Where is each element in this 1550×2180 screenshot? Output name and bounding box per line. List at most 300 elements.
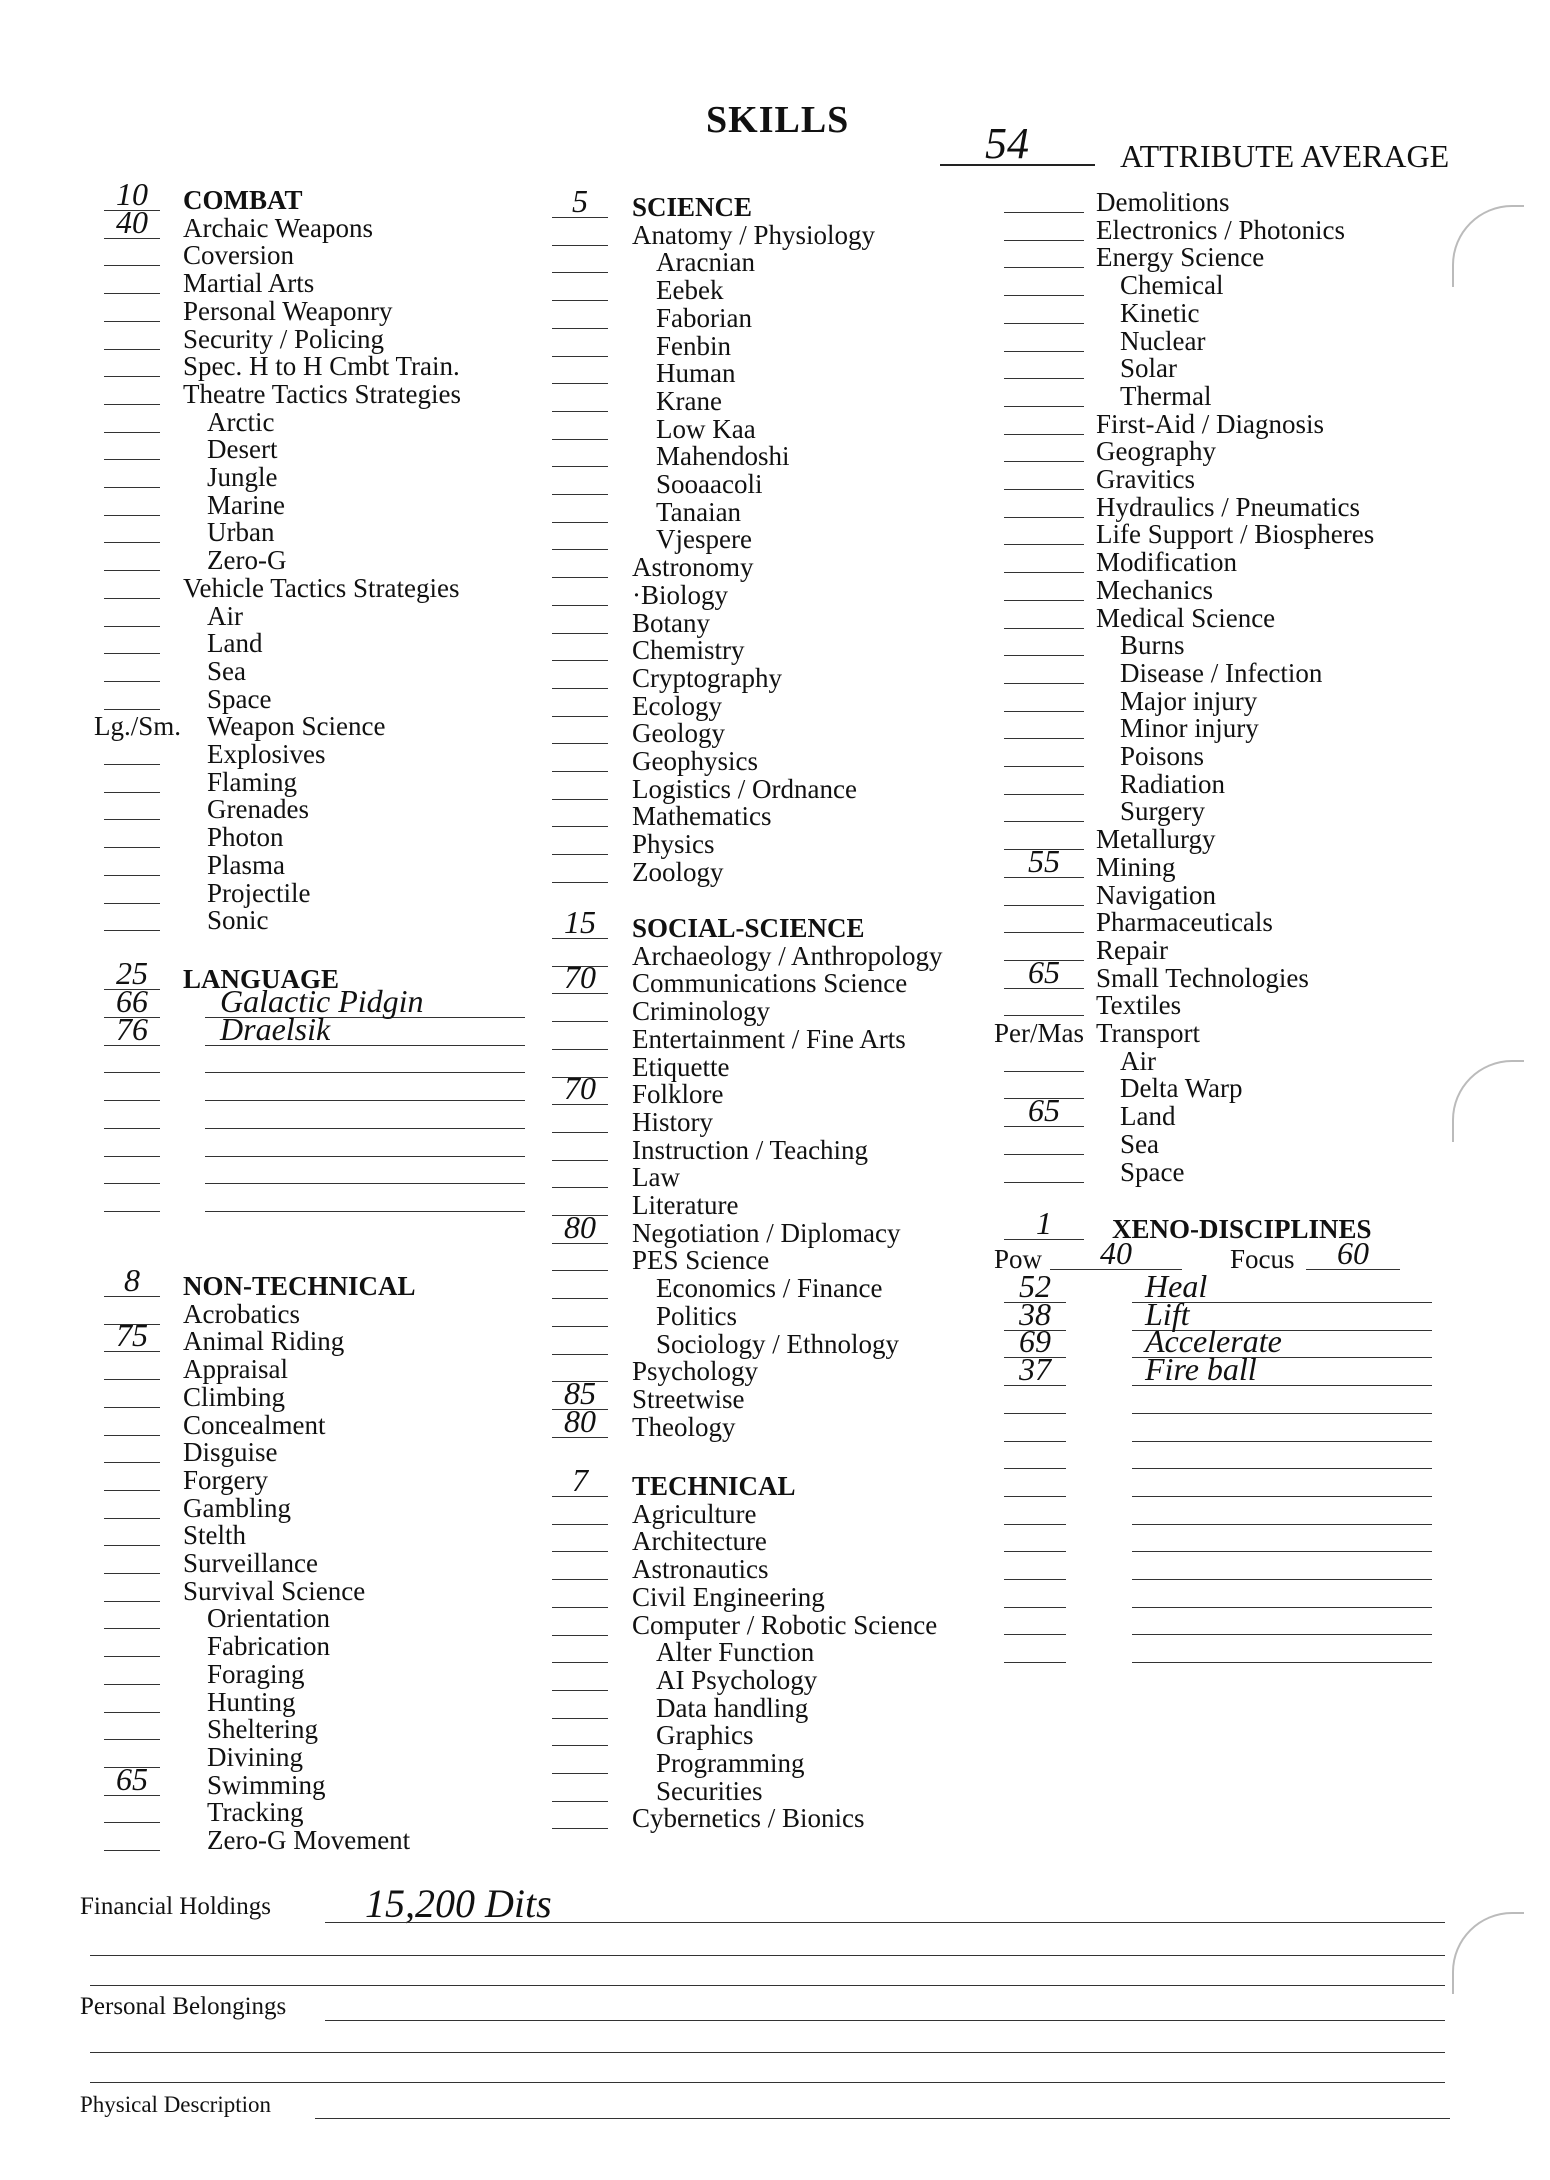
skill-value-blank[interactable]: [104, 487, 160, 488]
skill-value-blank[interactable]: [552, 1579, 608, 1580]
skill-label: XENO-DISCIPLINES: [1112, 1214, 1372, 1244]
xeno-name-line[interactable]: [1132, 1496, 1432, 1497]
skill-value-blank[interactable]: [1004, 600, 1084, 601]
skill-value-blank[interactable]: [104, 404, 160, 405]
skill-label: Entertainment / Fine Arts: [632, 1023, 906, 1054]
skill-value: 10: [116, 176, 148, 212]
skill-value-blank[interactable]: [552, 826, 608, 827]
skill-label: Nuclear: [1120, 325, 1206, 356]
skill-label: Chemistry: [632, 635, 745, 666]
skill-value-blank[interactable]: [1004, 240, 1084, 241]
skill-value-blank[interactable]: [552, 1326, 608, 1327]
xeno-name-line[interactable]: [1132, 1524, 1432, 1525]
skill-value-blank[interactable]: [104, 709, 160, 710]
skill-label: Law: [632, 1162, 680, 1193]
skill-label: Air: [1120, 1045, 1156, 1076]
skill-value-blank[interactable]: [552, 605, 608, 606]
skill-label: Economics / Finance: [656, 1273, 883, 1304]
skill-label: Zero-G Movement: [207, 1825, 411, 1855]
skill-label: Fabrication: [207, 1631, 330, 1662]
xeno-value-blank[interactable]: [1004, 1579, 1066, 1580]
skill-value-blank[interactable]: [1004, 628, 1084, 629]
skill-value-blank[interactable]: [1004, 212, 1084, 213]
skill-label: Plasma: [207, 849, 285, 880]
xeno-name-line[interactable]: [1132, 1468, 1432, 1469]
skill-value-blank[interactable]: [552, 328, 608, 329]
skill-value-blank[interactable]: [1004, 683, 1084, 684]
focus-value: 60: [1337, 1235, 1369, 1271]
pow-label: Pow: [994, 1244, 1043, 1274]
binder-hole-mark: [1452, 1060, 1524, 1142]
xeno-name-line[interactable]: [1132, 1441, 1432, 1442]
skill-label: SCIENCE: [632, 192, 753, 222]
skill-value-blank[interactable]: [1004, 932, 1084, 933]
skill-value-blank[interactable]: [1004, 821, 1084, 822]
skill-label: Physics: [632, 829, 715, 860]
skill-value-blank[interactable]: [1004, 1182, 1084, 1183]
xeno-name: Accelerate: [1145, 1323, 1282, 1360]
skill-value-blank[interactable]: [552, 356, 608, 357]
skill-value-blank[interactable]: [552, 1662, 608, 1663]
skill-value-blank[interactable]: [104, 265, 160, 266]
xeno-name-line[interactable]: [1132, 1662, 1432, 1663]
skill-label: Civil Engineering: [632, 1581, 825, 1612]
skill-label: Literature: [632, 1190, 739, 1220]
skill-label: Gravitics: [1096, 464, 1195, 494]
skill-label: NON-TECHNICAL: [183, 1271, 416, 1301]
skill-value-blank[interactable]: [552, 1160, 608, 1161]
skill-label: Acrobatics: [183, 1298, 300, 1329]
skill-value-blank[interactable]: [104, 321, 160, 322]
skill-label: Faborian: [656, 302, 752, 333]
financial-holdings-line[interactable]: [325, 1922, 1445, 1923]
skill-value-blank[interactable]: [104, 1739, 160, 1740]
skill-value-blank[interactable]: [104, 626, 160, 627]
skill-value-blank[interactable]: [1004, 323, 1084, 324]
skill-value-blank[interactable]: [104, 764, 160, 765]
skill-value-blank[interactable]: [552, 1718, 608, 1719]
skill-value-blank[interactable]: [1004, 461, 1084, 462]
skill-value-blank[interactable]: [104, 1601, 160, 1602]
skill-value-blank[interactable]: [552, 1132, 608, 1133]
xeno-value-blank[interactable]: [1004, 1607, 1066, 1608]
skill-label: Mining: [1096, 851, 1176, 882]
skill-label: Weapon Science: [207, 711, 386, 742]
skill-value-blank[interactable]: [104, 847, 160, 848]
skill-label: Botany: [632, 607, 710, 638]
skill-value-blank[interactable]: [552, 743, 608, 744]
attribute-average-value: 54: [985, 119, 1029, 168]
xeno-name-line[interactable]: [1132, 1607, 1432, 1608]
skill-label: Zoology: [632, 856, 724, 887]
skill-value: 5: [572, 183, 588, 219]
skill-value-blank[interactable]: [1004, 655, 1084, 656]
skill-value-blank[interactable]: [552, 1828, 608, 1829]
skill-label: Photon: [207, 822, 284, 853]
skill-value-blank[interactable]: [552, 439, 608, 440]
skill-value-blank[interactable]: [1004, 295, 1084, 296]
skill-value: 65: [1028, 1092, 1060, 1129]
skill-label: Small Technologies: [1096, 962, 1309, 993]
skill-label: Energy Science: [1096, 242, 1265, 273]
skill-value-blank[interactable]: [552, 716, 608, 717]
skill-label: Repair: [1096, 934, 1168, 965]
skill-value-blank[interactable]: [104, 1407, 160, 1408]
skill-label: Personal Weaponry: [183, 295, 393, 326]
skill-label: Ecology: [632, 690, 722, 721]
skill-label: Sea: [207, 655, 246, 686]
skill-value-blank[interactable]: [552, 300, 608, 301]
skill-label: Security / Policing: [183, 323, 384, 354]
skill-value: 65: [116, 1760, 148, 1797]
skill-value: 7: [572, 1462, 588, 1498]
skill-value: 65: [1028, 953, 1060, 990]
skill-value: 70: [564, 1070, 596, 1107]
skill-value-blank[interactable]: [104, 542, 160, 543]
skill-label: Low Kaa: [656, 413, 756, 444]
skill-value: 25: [116, 955, 148, 991]
skill-value-blank[interactable]: [552, 854, 608, 855]
binder-hole-mark: [1452, 1912, 1524, 1994]
skill-label: Programming: [656, 1748, 805, 1778]
skill-value-blank[interactable]: [552, 1298, 608, 1299]
skill-label: Climbing: [183, 1381, 286, 1412]
language-value-blank[interactable]: [104, 1183, 160, 1184]
skill-value-blank[interactable]: [552, 771, 608, 772]
skill-label: Theatre Tactics Strategies: [183, 378, 461, 409]
xeno-value: 38: [1019, 1295, 1051, 1332]
skill-label: Geophysics: [632, 746, 758, 776]
language-value: 76: [116, 1010, 148, 1047]
skill-value-blank[interactable]: [104, 653, 160, 654]
skill-label: Eebek: [656, 275, 724, 306]
skill-label: Swimming: [207, 1769, 326, 1800]
skill-value-blank[interactable]: [552, 1524, 608, 1525]
skill-label: Major injury: [1120, 685, 1258, 716]
language-value-blank[interactable]: [104, 1072, 160, 1073]
language-value: 66: [116, 983, 148, 1019]
skill-label: Zero-G: [207, 545, 287, 576]
personal-belongings-line[interactable]: [325, 2020, 1445, 2021]
xeno-value: 52: [1019, 1268, 1051, 1304]
skill-label: Psychology: [632, 1356, 759, 1387]
skill-value-blank[interactable]: [552, 494, 608, 495]
skill-label: Martial Arts: [183, 268, 315, 299]
skill-value-blank[interactable]: [552, 1635, 608, 1636]
skill-value-blank[interactable]: [552, 466, 608, 467]
skill-value-blank[interactable]: [104, 875, 160, 876]
xeno-name: Fire ball: [1145, 1351, 1257, 1388]
skill-label: Explosives: [207, 739, 326, 769]
skill-value-blank[interactable]: [552, 1187, 608, 1188]
skill-value-blank[interactable]: [552, 799, 608, 800]
skill-label: Spec. H to H Cmbt Train.: [183, 351, 460, 382]
language-value-blank[interactable]: [104, 1211, 160, 1212]
skill-label: Radiation: [1120, 768, 1225, 799]
skill-label: Concealment: [183, 1409, 326, 1440]
skill-value: 80: [564, 1402, 596, 1439]
skill-value-blank[interactable]: [104, 819, 160, 820]
xeno-name-line[interactable]: [1132, 1579, 1432, 1580]
skill-label: Thermal: [1120, 380, 1212, 411]
skill-label: AI Psychology: [656, 1664, 818, 1695]
skill-label: Disease / Infection: [1120, 657, 1323, 688]
language-value-blank[interactable]: [104, 1100, 160, 1101]
skill-label: Sociology / Ethnology: [656, 1328, 899, 1359]
language-name-line[interactable]: [205, 1156, 525, 1157]
skill-value-blank[interactable]: [552, 1801, 608, 1802]
skill-label: Tracking: [207, 1797, 304, 1828]
financial-holdings-line-2[interactable]: [90, 1955, 1445, 1956]
language-name-line[interactable]: [205, 1183, 525, 1184]
skill-label: Animal Riding: [183, 1326, 345, 1357]
skill-value-blank[interactable]: [104, 1573, 160, 1574]
skill-value-blank[interactable]: [104, 681, 160, 682]
skill-label: Sheltering: [207, 1714, 318, 1745]
skill-value-blank[interactable]: [552, 1354, 608, 1355]
xeno-name-line[interactable]: [1132, 1551, 1432, 1552]
skill-value-blank[interactable]: [552, 411, 608, 412]
skill-label: Sonic: [207, 905, 269, 936]
financial-holdings-value: 15,200 Dits: [365, 1881, 552, 1926]
language-value-blank[interactable]: [104, 1156, 160, 1157]
skill-label: Graphics: [656, 1720, 754, 1751]
skill-label: Human: [656, 358, 736, 389]
skill-label: LANGUAGE: [183, 964, 340, 994]
skill-label: Aracnian: [656, 247, 755, 278]
skill-value-blank[interactable]: [1004, 738, 1084, 739]
skill-value-blank[interactable]: [104, 1712, 160, 1713]
skill-value-blank[interactable]: [1004, 766, 1084, 767]
skill-label: Textiles: [1096, 990, 1182, 1021]
skill-label: Land: [207, 628, 263, 659]
skill-label: PES Science: [632, 1245, 770, 1276]
skill-value-blank[interactable]: [1004, 434, 1084, 435]
skill-label: Communications Science: [632, 968, 908, 999]
skill-label: Vehicle Tactics Strategies: [183, 572, 460, 603]
skill-label: Agriculture: [632, 1498, 757, 1529]
language-name-line[interactable]: [205, 1072, 525, 1073]
skill-label: Survival Science: [183, 1575, 366, 1606]
skill-value: 15: [564, 904, 596, 940]
skill-value-blank[interactable]: [104, 1822, 160, 1823]
skill-label: Medical Science: [1096, 602, 1276, 633]
skill-label: Appraisal: [183, 1354, 288, 1385]
skill-label: Cybernetics / Bionics: [632, 1803, 865, 1834]
personal-belongings-line-2[interactable]: [90, 2052, 1445, 2053]
skill-value-blank[interactable]: [104, 930, 160, 931]
skill-value-blank[interactable]: [552, 383, 608, 384]
skill-value-blank[interactable]: [104, 903, 160, 904]
skill-value-blank[interactable]: [552, 1690, 608, 1691]
language-name: Galactic Pidgin: [220, 983, 424, 1019]
xeno-value-blank[interactable]: [1004, 1551, 1066, 1552]
skill-value-blank[interactable]: [1004, 378, 1084, 379]
skill-value-blank[interactable]: [552, 522, 608, 523]
skill-label: Poisons: [1120, 741, 1205, 771]
skill-value-blank[interactable]: [1004, 406, 1084, 407]
personal-belongings-line-3[interactable]: [90, 2082, 1445, 2083]
skill-value-blank[interactable]: [1004, 905, 1084, 906]
skill-value-blank[interactable]: [552, 1745, 608, 1746]
xeno-value-blank[interactable]: [1004, 1634, 1066, 1635]
skill-value-blank[interactable]: [552, 549, 608, 550]
skill-label: Stelth: [183, 1520, 247, 1551]
skill-value-blank[interactable]: [552, 633, 608, 634]
skill-value-blank[interactable]: [552, 245, 608, 246]
skill-label: Space: [207, 683, 272, 714]
skill-label: Metallurgy: [1096, 824, 1216, 855]
skill-value: 55: [1028, 842, 1060, 879]
skill-label: ·Biology: [632, 579, 729, 610]
financial-holdings-line-3[interactable]: [90, 1985, 1445, 1986]
skill-label: Urban: [207, 517, 275, 548]
skill-value-blank[interactable]: [552, 1021, 608, 1022]
skill-label: First-Aid / Diagnosis: [1096, 408, 1325, 439]
skill-value: 8: [124, 1262, 140, 1298]
language-name-line[interactable]: [205, 1100, 525, 1101]
skill-value-blank[interactable]: [104, 792, 160, 793]
binder-hole-mark: [1452, 205, 1524, 287]
skill-value-blank[interactable]: [104, 293, 160, 294]
skill-label: Marine: [207, 489, 285, 520]
skill-label: Flaming: [207, 766, 298, 797]
skill-label: Arctic: [207, 406, 275, 437]
skill-label: Pharmaceuticals: [1096, 907, 1273, 938]
skill-value-blank[interactable]: [104, 1850, 160, 1851]
xeno-value-blank[interactable]: [1004, 1662, 1066, 1663]
skill-label: Surgery: [1120, 796, 1205, 827]
skill-value-blank[interactable]: [104, 1628, 160, 1629]
skill-value-blank[interactable]: [104, 1462, 160, 1463]
skill-value-blank[interactable]: [552, 272, 608, 273]
skill-value-blank[interactable]: [104, 1656, 160, 1657]
skill-label: Negotiation / Diplomacy: [632, 1217, 901, 1248]
physical-description-line[interactable]: [315, 2118, 1450, 2119]
skill-value-blank[interactable]: [104, 432, 160, 433]
xeno-value-blank[interactable]: [1004, 1413, 1066, 1414]
pow-value: 40: [1100, 1235, 1132, 1271]
skill-value: 75: [116, 1317, 148, 1354]
skill-label: Transport: [1096, 1018, 1201, 1048]
skill-value-blank[interactable]: [104, 598, 160, 599]
skill-value-blank[interactable]: [552, 1551, 608, 1552]
skill-label: Fenbin: [656, 330, 732, 361]
language-value-blank[interactable]: [104, 1128, 160, 1129]
skill-value-blank[interactable]: [104, 1490, 160, 1491]
skill-label: Navigation: [1096, 879, 1216, 910]
skill-value-blank[interactable]: [104, 1545, 160, 1546]
skill-label: COMBAT: [183, 185, 303, 215]
skill-label: Jungle: [207, 462, 278, 492]
skill-value-blank[interactable]: [552, 688, 608, 689]
xeno-value-blank[interactable]: [1004, 1441, 1066, 1442]
xeno-value: 37: [1019, 1351, 1051, 1388]
skill-value-blank[interactable]: [104, 1518, 160, 1519]
skill-value-blank[interactable]: [1004, 794, 1084, 795]
skill-label: Solar: [1120, 353, 1177, 384]
skill-value-blank[interactable]: [1004, 1154, 1084, 1155]
skill-value-blank[interactable]: [1004, 1015, 1084, 1016]
skill-value-blank[interactable]: [104, 459, 160, 460]
skill-label: Minor injury: [1120, 713, 1259, 744]
skill-value: 70: [564, 959, 596, 996]
skill-label: Demolitions: [1096, 187, 1230, 217]
skill-value-blank[interactable]: [552, 1607, 608, 1608]
skill-label: Surveillance: [183, 1548, 318, 1578]
xeno-value-blank[interactable]: [1004, 1524, 1066, 1525]
xeno-value-blank[interactable]: [1004, 1496, 1066, 1497]
skill-value-blank[interactable]: [552, 660, 608, 661]
xeno-value-blank[interactable]: [1004, 1468, 1066, 1469]
skill-value-blank[interactable]: [1004, 544, 1084, 545]
skill-value-blank[interactable]: [1004, 572, 1084, 573]
skill-value-blank[interactable]: [1004, 351, 1084, 352]
skill-value-blank[interactable]: [1004, 1071, 1084, 1072]
skill-label: Data handling: [656, 1692, 809, 1723]
skill-value: 40: [116, 203, 148, 240]
skill-value-blank[interactable]: [104, 1435, 160, 1436]
skill-label: History: [632, 1106, 713, 1137]
skill-value-blank[interactable]: [104, 349, 160, 350]
skill-value-blank[interactable]: [1004, 517, 1084, 518]
skill-value-blank[interactable]: [104, 1379, 160, 1380]
skill-value-blank[interactable]: [552, 1773, 608, 1774]
skill-label: Land: [1120, 1101, 1176, 1132]
skill-value-blank[interactable]: [104, 1684, 160, 1685]
skill-label: Architecture: [632, 1526, 767, 1557]
skill-label: Etiquette: [632, 1051, 730, 1082]
skill-label: Burns: [1120, 630, 1185, 661]
xeno-value: 69: [1019, 1323, 1051, 1360]
xeno-name-line[interactable]: [1132, 1634, 1432, 1635]
skill-label: Alter Function: [656, 1637, 815, 1668]
skill-label: Forgery: [183, 1464, 268, 1495]
skill-label: Criminology: [632, 996, 771, 1027]
skill-label: Geology: [632, 718, 725, 749]
financial-holdings-label: Financial Holdings: [80, 1893, 271, 1920]
language-name-line[interactable]: [205, 1211, 525, 1212]
skill-value-blank[interactable]: [104, 376, 160, 377]
skill-value: 80: [564, 1208, 596, 1245]
skill-value-blank[interactable]: [1004, 711, 1084, 712]
skill-prefix: Lg./Sm.: [94, 711, 182, 742]
skill-label: Life Support / Biospheres: [1096, 519, 1375, 550]
skill-label: Vjespere: [656, 524, 752, 555]
language-name-line[interactable]: [205, 1128, 525, 1129]
skill-value-blank[interactable]: [1004, 267, 1084, 268]
skill-label: Chemical: [1120, 270, 1224, 301]
skill-value-blank[interactable]: [552, 577, 608, 578]
skill-label: Modification: [1096, 547, 1237, 578]
skill-value-blank[interactable]: [104, 515, 160, 516]
xeno-name-line[interactable]: [1132, 1413, 1432, 1414]
skill-label: Projectile: [207, 877, 311, 908]
skill-label: Archaeology / Anthropology: [632, 940, 943, 971]
page-title: SKILLS: [706, 99, 850, 141]
skill-value-blank[interactable]: [104, 570, 160, 571]
skill-label: Mahendoshi: [656, 441, 790, 472]
skill-value-blank[interactable]: [552, 1270, 608, 1271]
skill-value-blank[interactable]: [552, 882, 608, 883]
skill-label: Mechanics: [1096, 574, 1213, 605]
skill-value-blank[interactable]: [552, 1049, 608, 1050]
skill-label: Tanaian: [656, 496, 742, 527]
skill-prefix: Per/Mas: [994, 1018, 1084, 1048]
skill-label: Orientation: [207, 1603, 330, 1634]
skill-value-blank[interactable]: [1004, 489, 1084, 490]
skill-label: Gambling: [183, 1492, 291, 1523]
